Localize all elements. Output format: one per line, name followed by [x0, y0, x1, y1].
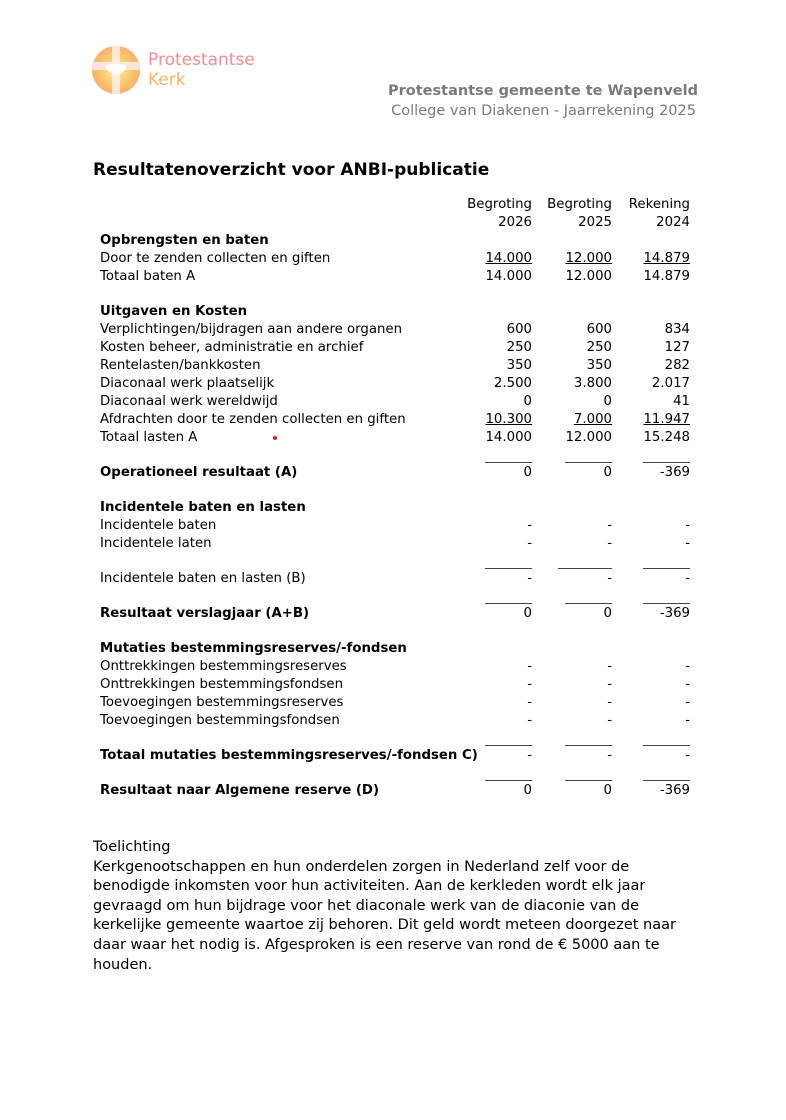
protestantse-kerk-logo-icon — [92, 46, 140, 94]
table-row: Afdrachten door te zenden collecten en giften 10.300 7.000 11.947 — [100, 412, 690, 427]
table-row: Onttrekkingen bestemmingsfondsen - - - — [100, 677, 690, 692]
red-dot-marker — [273, 436, 277, 440]
result-row: Resultaat verslagjaar (A+B) 0 0 -369 — [100, 606, 690, 621]
page-title: Resultatenoverzicht voor ANBI-publicatie — [93, 160, 490, 180]
subtotal-rule — [100, 447, 692, 464]
subtotal-rule — [100, 553, 692, 570]
column-header-rekening-2024: Rekening 2024 — [628, 197, 690, 230]
notes-body: Kerkgenootschappen en hun onderdelen zorgen in Nederland zelf voor de benodigde inkomsten voor hun activiteiten. Aan de kerkleden wordt elk jaar gevraagd om hun bijdrage voor het diaconale werk van de diaconie van de kerkelijke gemeente waartoe zij behoren. Dit geld wordt meteen doorgezet naar daar waar het nodig is. Afgesproken is een reserve van rond de € 5000 aan te houden. — [93, 858, 676, 973]
table-row: Door te zenden collecten en giften 14.000 12.000 14.879 — [100, 251, 690, 266]
total-row: Totaal mutaties bestemmingsreserves/-fondsen C) - - - — [100, 748, 690, 763]
table-row: Toevoegingen bestemmingsreserves - - - — [100, 695, 690, 710]
result-row: Operationeel resultaat (A) 0 0 -369 — [100, 465, 690, 480]
results-table — [100, 196, 692, 800]
subtotal-rule — [100, 765, 692, 782]
total-row: Totaal lasten A 14.000 12.000 15.248 — [100, 430, 690, 445]
table-row: Onttrekkingen bestemmingsreserves - - - — [100, 659, 690, 674]
column-header-begroting-2025: Begroting 2025 — [547, 197, 612, 230]
section-heading: Opbrengsten en baten — [100, 233, 269, 248]
table-header-row — [100, 196, 692, 232]
logo-text-line1: Protestantse — [148, 50, 255, 70]
document-subtitle: College van Diakenen - Jaarrekening 2025 — [391, 103, 696, 119]
total-row: Totaal baten A 14.000 12.000 14.879 — [100, 269, 690, 284]
table-row: Incidentele baten - - - — [100, 518, 690, 533]
section-heading: Mutaties bestemmingsreserves/-fondsen — [100, 641, 407, 656]
result-row: Resultaat naar Algemene reserve (D) 0 0 -369 — [100, 783, 690, 798]
dove-icon — [106, 64, 126, 74]
table-row: Diaconaal werk wereldwijd 0 0 41 — [100, 394, 690, 409]
table-row: Diaconaal werk plaatselijk 2.500 3.800 2.017 — [100, 376, 690, 391]
subtotal-rule — [100, 588, 692, 605]
notes-section — [93, 838, 703, 975]
subtotal-rule — [100, 730, 692, 747]
organization-name: Protestantse gemeente te Wapenveld — [388, 83, 698, 99]
table-row: Verplichtingen/bijdragen aan andere organen 600 600 834 — [100, 322, 690, 337]
column-header-begroting-2026: Begroting 2026 — [467, 197, 532, 230]
table-row: Incidentele laten - - - — [100, 536, 690, 551]
notes-heading: Toelichting — [93, 839, 171, 855]
section-heading: Uitgaven en Kosten — [100, 304, 248, 319]
table-row: Kosten beheer, administratie en archief 250 250 127 — [100, 340, 690, 355]
total-row: Incidentele baten en lasten (B) - - - — [100, 571, 690, 586]
table-row: Toevoegingen bestemmingsfondsen - - - — [100, 713, 690, 728]
section-heading: Incidentele baten en lasten — [100, 500, 306, 515]
logo-text-line2: Kerk — [148, 70, 186, 90]
document-header — [388, 81, 698, 121]
table-row: Rentelasten/bankkosten 350 350 282 — [100, 358, 690, 373]
church-logo — [92, 45, 255, 95]
